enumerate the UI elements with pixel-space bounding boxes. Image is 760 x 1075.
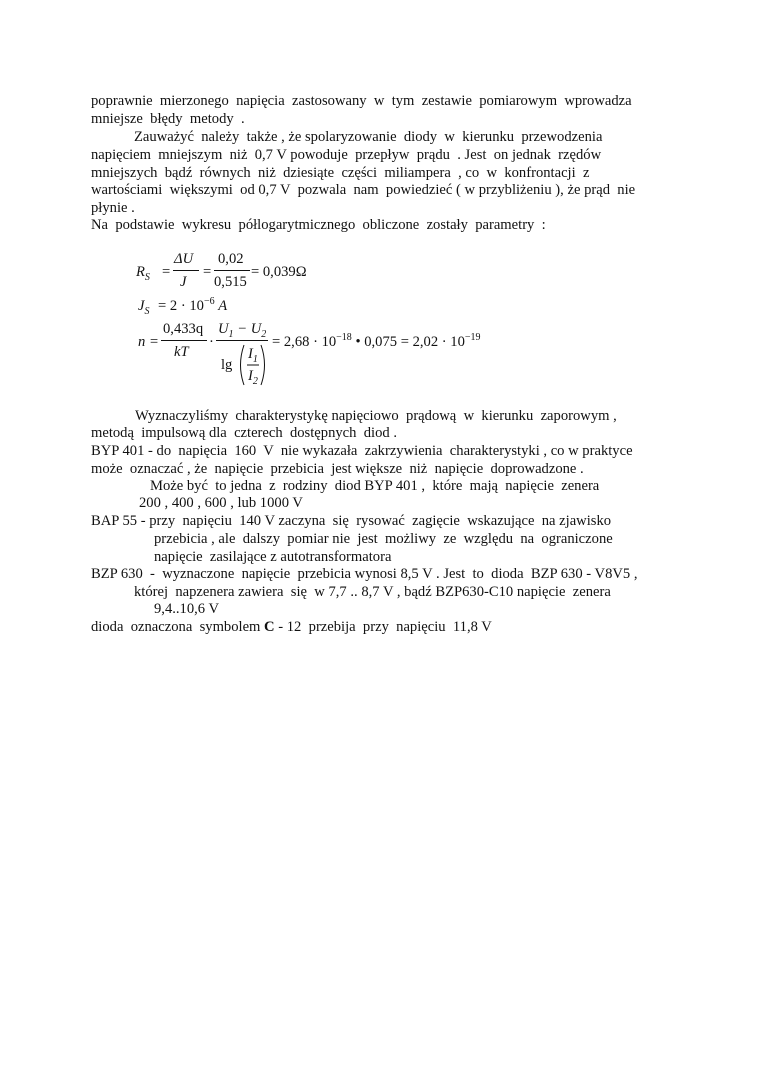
eq3-lhs: n = bbox=[138, 334, 159, 350]
text-line: której napzenera zawiera się w 7,7 .. 8,7 V , bądź BZP630-C10 napięcie zenera bbox=[134, 584, 611, 600]
fraction-bar bbox=[216, 340, 268, 341]
text-line: poprawnie mierzonego napięcia zastosowany w tym zestawie pomiarowym wprowadza bbox=[91, 93, 632, 109]
eq1-den2: 0,515 bbox=[214, 274, 247, 290]
eq1-equals: = bbox=[162, 264, 171, 280]
text-line: Wyznaczyliśmy charakterystykę napięciowo prądową w kierunku zaporowym , bbox=[135, 408, 617, 424]
text-line: BZP 630 - wyznaczone napięcie przebicia wynosi 8,5 V . Jest to dioda BZP 630 - V8V5 , bbox=[91, 566, 638, 582]
eq3-dot: · bbox=[209, 334, 214, 350]
text-line: mniejsze błędy metody . bbox=[91, 111, 245, 127]
text-line: 200 , 400 , 600 , lub 1000 V bbox=[139, 495, 303, 511]
fraction-bar bbox=[214, 270, 250, 271]
eq3-num1: 0,433q bbox=[163, 321, 204, 337]
eq2-rhs: = $2 \cdot 10^{-6}$ A bbox=[158, 296, 228, 314]
text-line: BAP 55 - przy napięciu 140 V zaczyna się rysować zagięcie wskazujące na zjawisko bbox=[91, 513, 612, 529]
eq1-lhs: $R_S$ bbox=[136, 264, 150, 283]
text-line: może oznaczać , że napięcie przebicia jest większe niż napięcie doprowadzone . bbox=[91, 461, 584, 477]
text-line: napięcie zasilające z autotransformatora bbox=[154, 549, 392, 565]
eq3-rhs: = $2,68 \cdot 10^{-18}$ • $0,075 = 2,02 \cdot 10^{-19}$ bbox=[272, 332, 481, 350]
eq3-den1: kT bbox=[174, 344, 189, 360]
fraction-bar bbox=[161, 340, 207, 341]
text-line: metodą impulsową dla czterech dostępnych diod . bbox=[91, 425, 397, 441]
eq3-lg: lg bbox=[221, 357, 233, 373]
text-line: Na podstawie wykresu półlogarytmicznego obliczone zostały parametry : bbox=[91, 217, 546, 233]
text-line: Zauważyć należy także , że spolaryzowanie diody w kierunku przewodzenia bbox=[134, 129, 603, 145]
eq1-result: = 0,039Ω bbox=[251, 264, 307, 280]
text-line: wartościami większymi od 0,7 V pozwala nam powiedzieć ( w przybliżeniu ), że prąd nie bbox=[91, 182, 636, 198]
text-line: 9,4..10,6 V bbox=[154, 601, 220, 617]
text-line: płynie . bbox=[91, 200, 135, 216]
eq2-lhs: $J_S$ bbox=[138, 298, 150, 317]
fraction-bar bbox=[173, 270, 199, 271]
eq3-num2: $U_1 - U_2$ bbox=[218, 321, 267, 340]
text-line: dioda oznaczona symbolem C - 12 przebija przy napięciu 11,8 V bbox=[91, 619, 492, 635]
text-line: BYP 401 - do napięcia 160 V nie wykazała zakrzywienia charakterystyki , co w praktyce bbox=[91, 443, 633, 459]
eq1-num1: ΔU bbox=[174, 251, 194, 267]
text-line: mniejszych bądź równych niż dziesiąte części miliampera , co w konfrontacji z bbox=[91, 165, 590, 181]
eq1-den1: J bbox=[180, 274, 187, 290]
text-line: napięciem mniejszym niż 0,7 V powoduje przepływ prądu . Jest on jednak rzędów bbox=[91, 147, 602, 163]
eq3-i2: $I_2$ bbox=[248, 368, 258, 387]
text-line: Może być to jedna z rodziny diod BYP 401 , które mają napięcie zenera bbox=[150, 478, 600, 494]
eq1-num2: 0,02 bbox=[218, 251, 244, 267]
text-line: przebicia , ale dalszy pomiar nie jest możliwy ze względu na ograniczone bbox=[154, 531, 613, 547]
eq3-i1: $I_1$ bbox=[248, 346, 258, 365]
eq1-equals: = bbox=[203, 264, 212, 280]
